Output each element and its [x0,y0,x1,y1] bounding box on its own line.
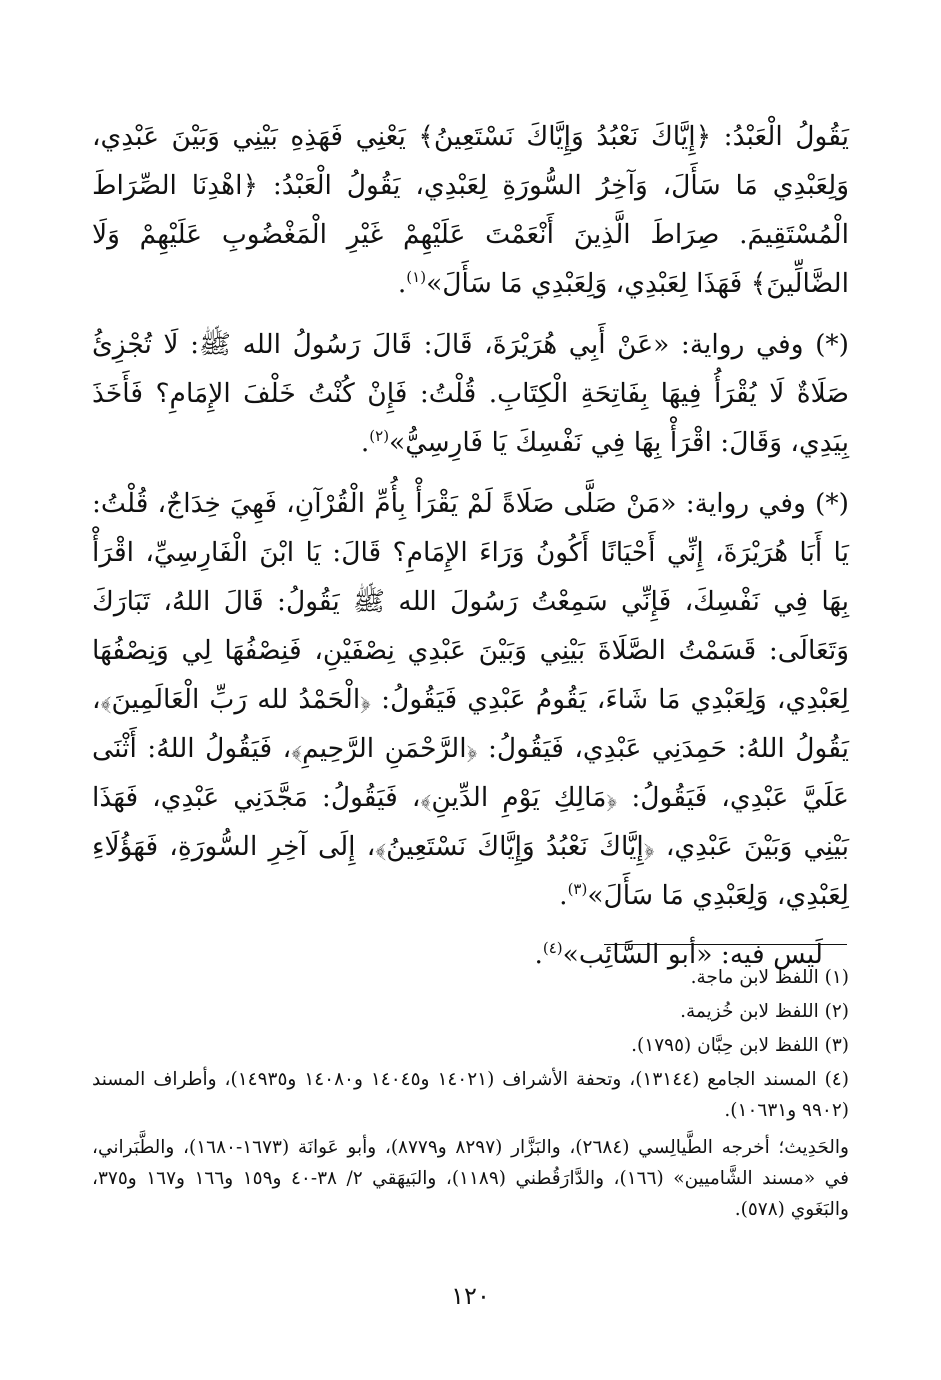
main-text [92,112,849,991]
footnote-ref: (١) [406,268,427,287]
paragraph-3: (*) وفي رواية: «مَنْ صَلَّى صَلَاةً لَمْ يَقْرَأْ بِأُمِّ الْقُرْآنِ، فَهِيَ خِدَاجٌ، قُلْتُ: يَا أَبَا هُرَيْرَةَ، إِنِّي أَحْيَانًا أَكُونُ وَرَاءَ الإِمَامِ؟ قَالَ: يَا ابْنَ الْفَارِسِيِّ، اقْرَأْ بِهَا فِي نَفْسِكَ، فَإِنِّي سَمِعْتُ رَسُولَ الله ﷺ يَقُولُ: قَالَ اللهُ، تَبَارَكَ وَتَعَالَى: قَسَمْتُ الصَّلَاةَ بَيْنِي وَبَيْنَ عَبْدِي نِصْفَيْنِ، فَنِصْفُهَا لِي وَنِصْفُهَا لِعَبْدِي، وَلِعَبْدِي مَا شَاءَ، يَقُومُ عَبْدِي فَيَقُولُ: ﴿الْحَمْدُ لله رَبِّ الْعَالَمِينَ﴾، يَقُولُ اللهُ: حَمِدَنِي عَبْدِي، فَيَقُولُ: ﴿الرَّحْمَنِ الرَّحِيمِ﴾، فَيَقُولُ اللهُ: أَثْنَى عَلَيَّ عَبْدِي، فَيَقُولُ: ﴿مَالِكِ يَوْمِ الدِّينِ﴾، فَيَقُولُ: مَجَّدَنِي عَبْدِي، فَهَذَا بَيْنِي وَبَيْنَ عَبْدِي، ﴿إِيَّاكَ نَعْبُدُ وَإِيَّاكَ نَسْتَعِينُ﴾، إِلَى آخِرِ السُّورَةِ، فَهَؤُلَاءِ لِعَبْدِي، وَلِعَبْدِي مَا سَأَلَ»$^{(٣)}$. [92,488,849,911]
paragraph-1: يَقُولُ الْعَبْدُ: ﴿إِيَّاكَ نَعْبُدُ وَإِيَّاكَ نَسْتَعِينُ﴾ يَعْنِي فَهَذِهِ بَيْنِي وَبَيْنَ عَبْدِي، وَلِعَبْدِي مَا سَأَلَ، وَآخِرُ السُّورَةِ لِعَبْدِي، يَقُولُ الْعَبْدُ: ﴿اهْدِنَا الصِّرَاطَ الْمُسْتَقِيمَ. صِرَاطَ الَّذِينَ أَنْعَمْتَ عَلَيْهِمْ غَيْرِ الْمَغْضُوبِ عَلَيْهِمْ وَلَا الضَّالِّينَ﴾ فَهَذَا لِعَبْدِي، وَلِعَبْدِي مَا سَأَلَ»$^{(١)}$. [92,121,849,299]
footnote-3: (٣) اللفظ لابن حِبَّان (١٧٩٥). [631,1035,849,1056]
footnote-4: (٤) المسند الجامع (١٣١٤٤)، وتحفة الأشراف (١٤٠٢١ و١٤٠٤٥ و١٤٠٨٠ و١٤٩٣٥)، وأطراف المسند (٩٩٠٢ و١٠٦٣١). [92,1069,849,1121]
paragraph-4: لَيس فيه: «أبو السَّائِب»$^{(٤)}$. [534,939,823,970]
footnotes [92,962,849,1228]
footnote-2: (٢) اللفظ لابن خُزيمة. [680,1001,849,1022]
footnote-1: (١) اللفظ لابن ماجة. [690,967,849,988]
paragraph-text: يَقُولُ الْعَبْدُ: ﴿إِيَّاكَ نَعْبُدُ وَإِيَّاكَ نَسْتَعِينُ﴾ يَعْنِي فَهَذِهِ بَيْنِي وَبَيْنَ عَبْدِي، وَلِعَبْدِي مَا سَأَلَ، وَآخِرُ السُّورَةِ لِعَبْدِي، يَقُولُ الْعَبْدُ: ﴿اهْدِنَا الصِّرَاطَ الْمُسْتَقِيمَ. صِرَاطَ الَّذِينَ أَنْعَمْتَ عَلَيْهِمْ غَيْرِ الْمَغْضُوبِ عَلَيْهِمْ وَلَا الضَّالِّينَ﴾ فَهَذَا لِعَبْدِي، وَلِعَبْدِي مَا سَأَلَ» [92,121,849,299]
footnote-ref: (٢) [369,427,390,446]
footnote-4-continued: والحَدِيث؛ أخرجه الطَّيالِسي (٢٦٨٤)، والبَزَّار (٨٢٩٧ و٨٧٧٩)، وأبو عَوانَة (١٦٧٣-١٦٨٠)، والطَّبَراني، في «مسند الشَّاميين» (١٦٦)، والدَّارَقُطني (١١٨٩)، والبَيهَقي ٢/ ٣٨-٤٠ و١٥٩ و١٦٦ و١٦٧ و٣٧٥، والبَغَوي (٥٧٨). [92,1137,849,1220]
paragraph-text: (*) وفي رواية: «عَنْ أَبِي هُرَيْرَةَ، قَالَ: قَالَ رَسُولُ الله ﷺ: لَا تُجْزِئُ صَلَاةٌ لَا يُقْرَأُ فِيهَا بِفَاتِحَةِ الْكِتَابِ. قُلْتُ: فَإِنْ كُنْتُ خَلْفَ الإِمَامِ؟ فَأَخَذَ بِيَدِي، وَقَالَ: اقْرَأْ بِهَا فِي نَفْسِكَ يَا فَارِسِيُّ» [92,329,849,458]
footnote-ref: (٣) [567,880,588,899]
footnote-separator [604,944,847,945]
paragraph-2: (*) وفي رواية: «عَنْ أَبِي هُرَيْرَةَ، قَالَ: قَالَ رَسُولُ الله ﷺ: لَا تُجْزِئُ صَلَاةٌ لَا يُقْرَأُ فِيهَا بِفَاتِحَةِ الْكِتَابِ. قُلْتُ: فَإِنْ كُنْتُ خَلْفَ الإِمَامِ؟ فَأَخَذَ بِيَدِي، وَقَالَ: اقْرَأْ بِهَا فِي نَفْسِكَ يَا فَارِسِيُّ»$^{(٢)}$. [92,329,849,458]
paragraph-text: (*) وفي رواية: «مَنْ صَلَّى صَلَاةً لَمْ يَقْرَأْ بِأُمِّ الْقُرْآنِ، فَهِيَ خِدَاجٌ، قُلْتُ: يَا أَبَا هُرَيْرَةَ، إِنِّي أَحْيَانًا أَكُونُ وَرَاءَ الإِمَامِ؟ قَالَ: يَا ابْنَ الْفَارِسِيِّ، اقْرَأْ بِهَا فِي نَفْسِكَ، فَإِنِّي سَمِعْتُ رَسُولَ الله ﷺ يَقُولُ: قَالَ اللهُ، تَبَارَكَ وَتَعَالَى: قَسَمْتُ الصَّلَاةَ بَيْنِي وَبَيْنَ عَبْدِي نِصْفَيْنِ، فَنِصْفُهَا لِي وَنِصْفُهَا لِعَبْدِي، وَلِعَبْدِي مَا شَاءَ، يَقُومُ عَبْدِي فَيَقُولُ: ﴿الْحَمْدُ لله رَبِّ الْعَالَمِينَ﴾، يَقُولُ اللهُ: حَمِدَنِي عَبْدِي، فَيَقُولُ: ﴿الرَّحْمَنِ الرَّحِيمِ﴾، فَيَقُولُ اللهُ: أَثْنَى عَلَيَّ عَبْدِي، فَيَقُولُ: ﴿مَالِكِ يَوْمِ الدِّينِ﴾، فَيَقُولُ: مَجَّدَنِي عَبْدِي، فَهَذَا بَيْنِي وَبَيْنَ عَبْدِي، ﴿إِيَّاكَ نَعْبُدُ وَإِيَّاكَ نَسْتَعِينُ﴾، إِلَى آخِرِ السُّورَةِ، فَهَؤُلَاءِ لِعَبْدِي، وَلِعَبْدِي مَا سَأَلَ» [92,488,849,911]
page-number: ١٢٠ [451,1282,490,1310]
paragraph-text: لَيس فيه: «أبو السَّائِب» [562,939,823,970]
footnote-ref: (٤) [542,939,563,958]
